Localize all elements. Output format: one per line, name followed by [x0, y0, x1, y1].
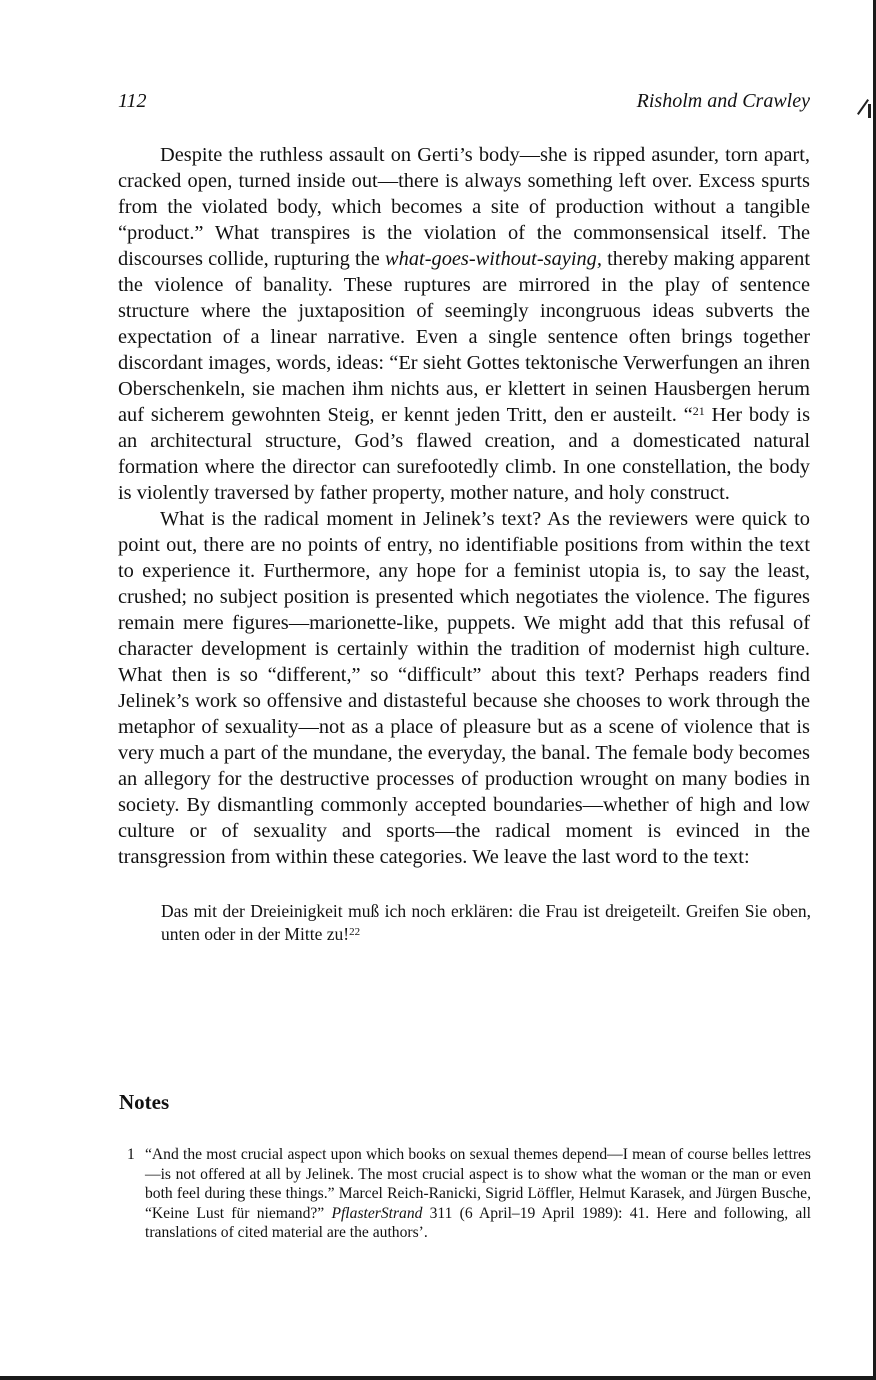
paragraph-1 [118, 142, 810, 506]
note-item [127, 1145, 811, 1243]
page-number: 112 [118, 90, 147, 112]
paragraph-1-text-c: Her body is an architectural structure, God’s flawed creation, and a domesticated natural formation where the director can surefootedly climb. In one constellation, the body is violently traversed by father property, mother nature, and holy construct. [118, 404, 811, 504]
footnote-ref-22[interactable]: 22 [349, 926, 361, 938]
note-text [145, 1145, 811, 1243]
paragraph-1-text-a: Despite the ruthless assault on Gerti’s body—she is ripped asunder, torn apart, cracked open, turned inside out—there is always something left over. Excess spurts from the violated body, which becomes a site of production without a tangible “product.” What transpires is the violation of the commonsensical itself. The discourses collide, rupturing the [118, 144, 810, 270]
note-italic: PflasterStrand [331, 1204, 423, 1222]
note-text-b: 311 (6 April–19 April 1989): 41. Here and following, all translations of cited material are the authors’. [145, 1204, 811, 1242]
note-number: 1 [127, 1146, 135, 1163]
paragraph-2: What is the radical moment in Jelinek’s text? As the reviewers were quick to point out, there are no points of entry, no identifiable positions from within the text to experience it. Furthermore, any hope for a feminist utopia is, to say the least, crushed; no subject position is presented which negotiates the violence. The figures remain mere figures—marionette-like, puppets. We might add that this refusal of character development is certainly within the tradition of modernist high culture. What then is so “different,” so “difficult” about this text? Perhaps readers find Jelinek’s work so offensive and distasteful because she chooses to work through the metaphor of sexuality—not as a place of pleasure but as a scene of violence that is very much a part of the mundane, the everyday, the banal. The female body becomes an allegory for the destructive processes of production wrought on many bodies in society. By dismantling commonly accepted boundaries—whether of high and low culture or of sexuality and sports—the radical moment is evinced in the transgression from within these categories. We leave the last word to the text: [118, 508, 810, 868]
scan-edge-mark [868, 104, 871, 118]
page-edge-bottom [0, 1376, 876, 1380]
paragraph-1-text-b: thereby making apparent the violence of banality. These ruptures are mirrored in the play of sentence structure where the juxtaposition of seemingly incongruous ideas subverts the expectation of a linear narrative. Even a single sentence often brings together discordant images, words, ideas: “Er sieht Gottes tektonische Verwerfungen an ihren Oberschenkeln, sie machen ihm nichts aus, er klettert in seinen Hausbergen herum auf sicherem gewohnten Steig, er kennt jeden Tritt, den er austeilt. “ [118, 248, 810, 426]
notes-heading: Notes [119, 1090, 170, 1114]
body-text [118, 142, 810, 870]
block-quote-text: Das mit der Dreieinigkeit muß ich noch erklären: die Frau ist dreigeteilt. Greifen Sie oben, unten oder in der Mitte zu! [161, 901, 811, 944]
paragraph-1-italic: what-goes-without-saying, [385, 248, 602, 270]
running-head-authors: Risholm and Crawley [636, 90, 810, 112]
footnote-ref-21[interactable]: 21 [692, 404, 705, 418]
block-quote [161, 900, 811, 946]
running-head [118, 90, 810, 120]
note-text-a: “And the most crucial aspect upon which books on sexual themes depend—I mean of course belles lettres—is not offered at all by Jelinek. The most crucial aspect is to show what the woman or the man or even both feel during these things.” Marcel Reich-Ranicki, Sigrid Löffler, Helmut Karasek, and Jürgen Busche, “Keine Lust für niemand?” [145, 1146, 811, 1222]
